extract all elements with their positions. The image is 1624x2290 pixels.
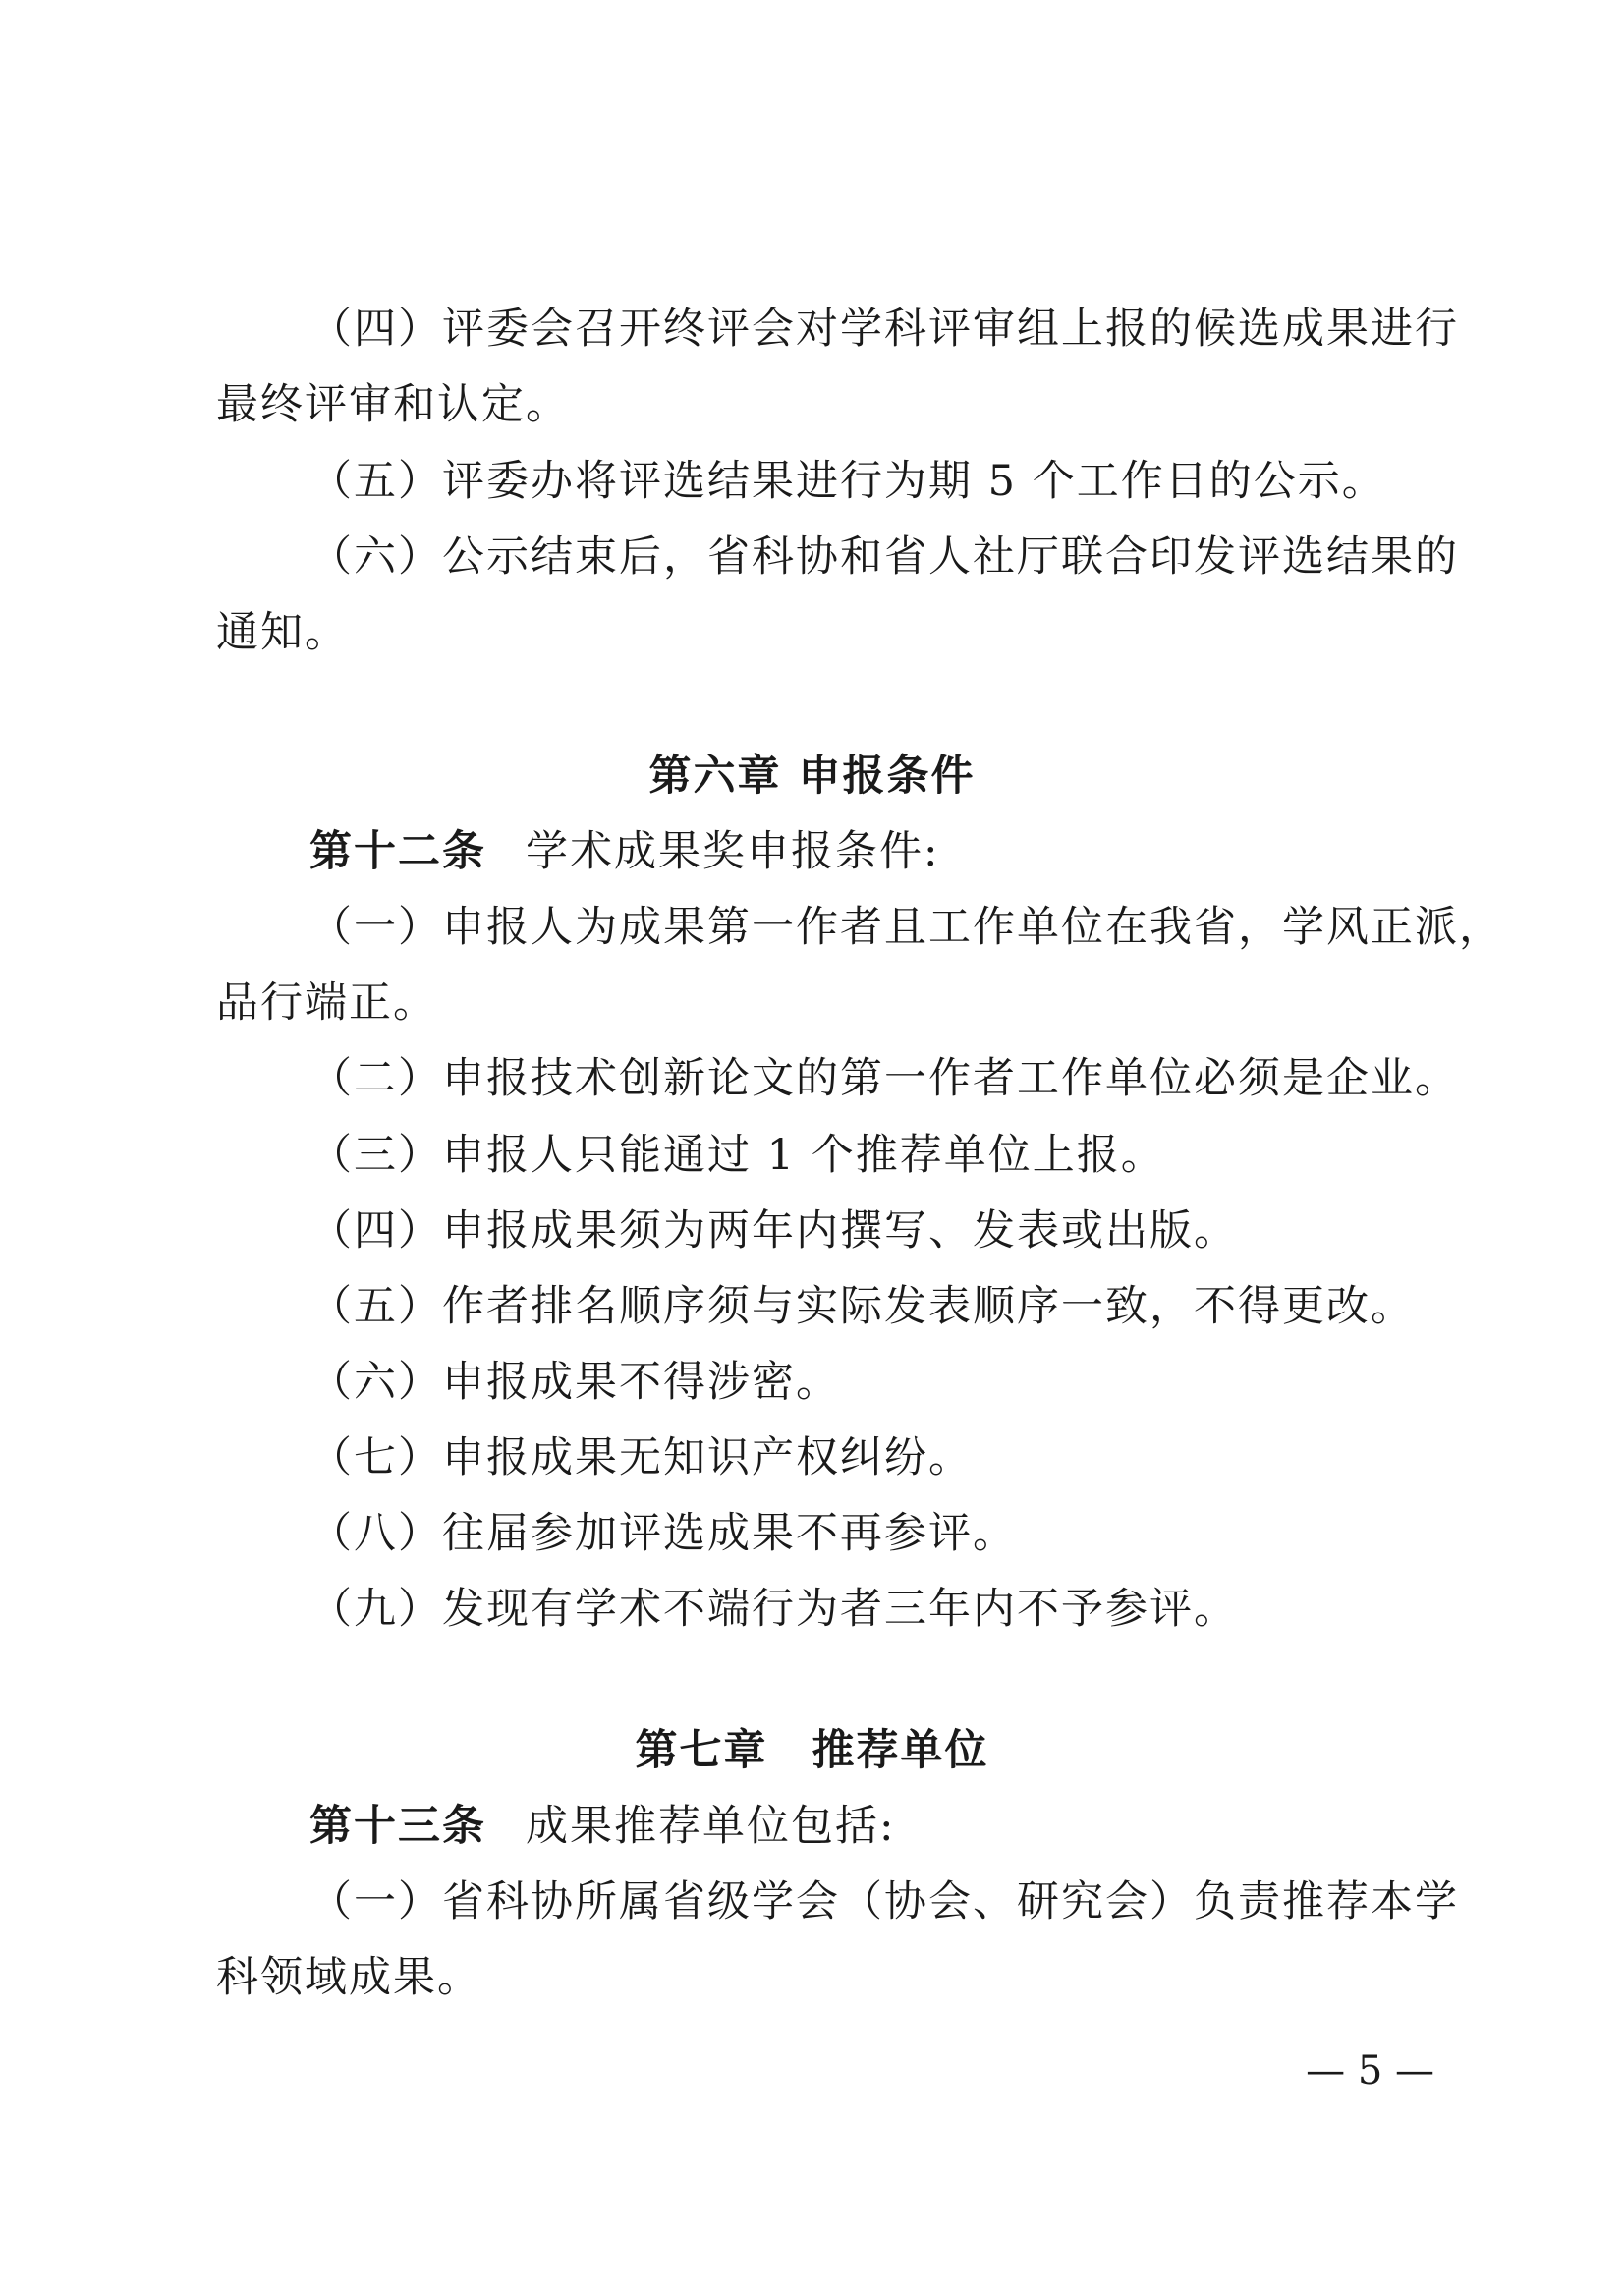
list-item: （二）申报技术创新论文的第一作者工作单位必须是企业。 xyxy=(309,1054,1459,1103)
article-text: 成果推荐单位包括: xyxy=(526,1802,896,1851)
page-number: — 5 — xyxy=(1306,2048,1434,2094)
paragraph-line: 最终评审和认定。 xyxy=(216,380,570,429)
list-item: （三）申报人只能通过 1 个推荐单位上报。 xyxy=(309,1131,1165,1180)
list-item: （九）发现有学术不端行为者三年内不予参评。 xyxy=(309,1585,1238,1634)
article-number: 第十三条 xyxy=(309,1802,486,1851)
list-item: （五）作者排名顺序须与实际发表顺序一致，不得更改。 xyxy=(309,1282,1415,1331)
article-line xyxy=(309,822,1528,881)
list-item: （六）申报成果不得涉密。 xyxy=(309,1358,840,1407)
list-item-continuation: 品行端正。 xyxy=(216,978,437,1028)
list-item: （八）往届参加评选成果不再参评。 xyxy=(309,1509,1017,1558)
chapter-heading: 第七章 推荐单位 xyxy=(635,1726,989,1775)
article-text: 学术成果奖申报条件: xyxy=(526,827,940,876)
paragraph-line: （四）评委会召开终评会对学科评审组上报的候选成果进行 xyxy=(309,305,1459,354)
list-item: （四）申报成果须为两年内撰写、发表或出版。 xyxy=(309,1206,1238,1256)
list-item: （七）申报成果无知识产权纠纷。 xyxy=(309,1433,973,1482)
list-item: （一）申报人为成果第一作者且工作单位在我省，学风正派， xyxy=(309,903,1503,952)
list-item: （一）省科协所属省级学会（协会、研究会）负责推荐本学 xyxy=(309,1877,1459,1927)
list-item-continuation: 科领域成果。 xyxy=(216,1953,481,2002)
paragraph-line: （五）评委办将评选结果进行为期 5 个工作日的公示。 xyxy=(309,457,1386,506)
article-line xyxy=(309,1797,1528,1856)
paragraph-line: （六）公示结束后，省科协和省人社厅联合印发评选结果的 xyxy=(309,532,1459,582)
chapter-heading: 第六章 申报条件 xyxy=(648,752,976,801)
paragraph-line: 通知。 xyxy=(216,608,349,657)
article-number: 第十二条 xyxy=(309,827,486,876)
